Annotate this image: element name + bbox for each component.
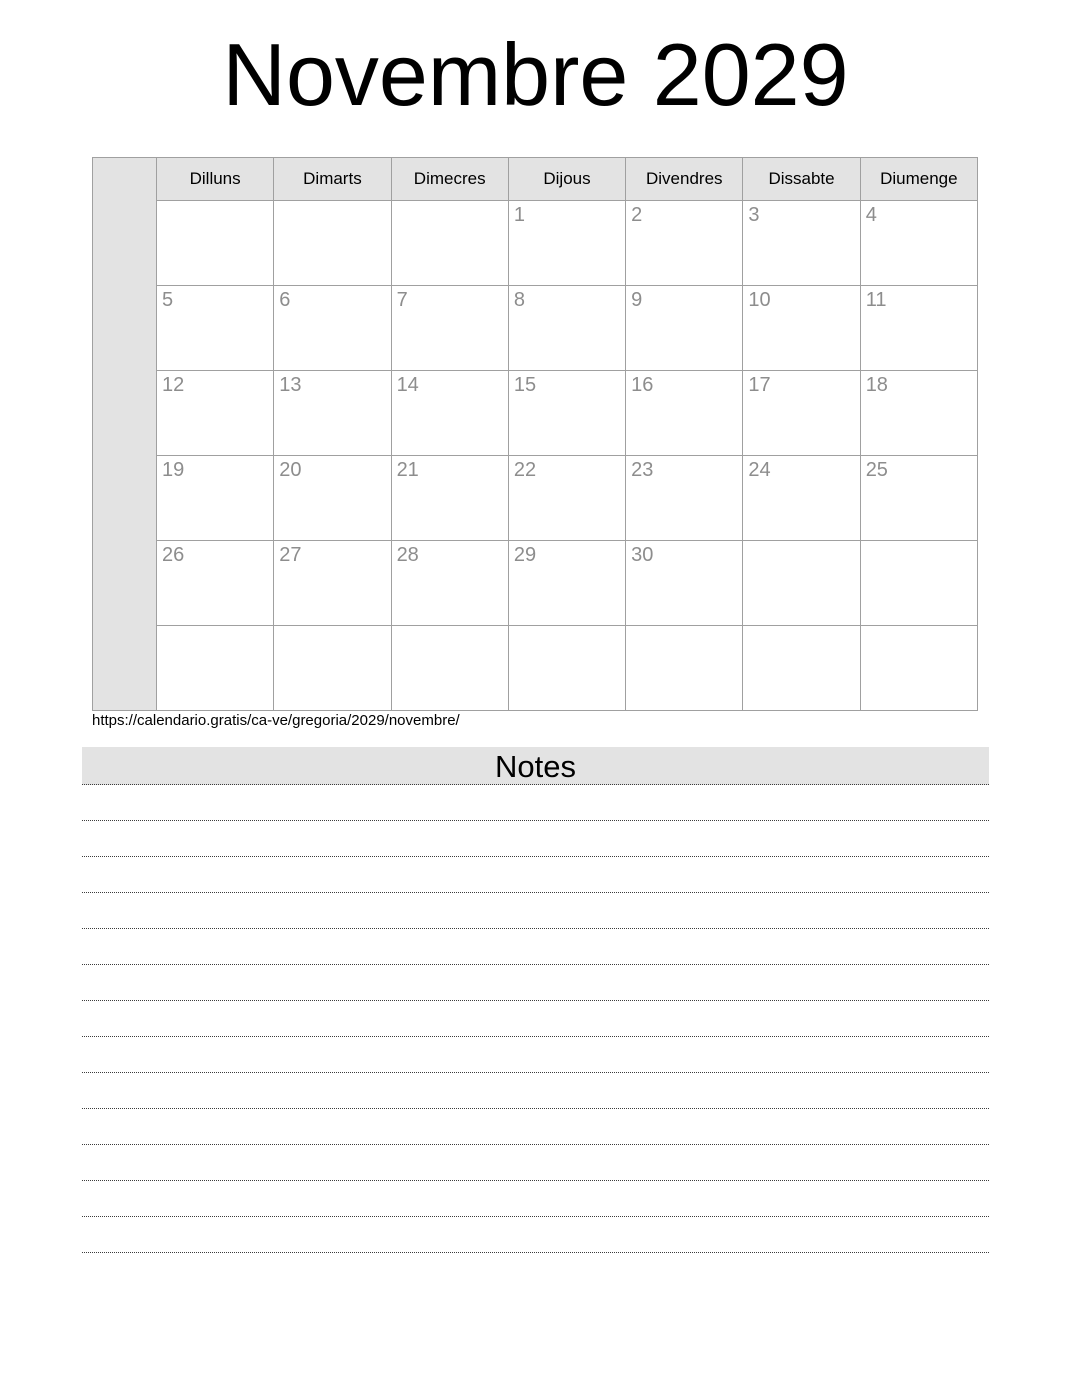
- day-number: 28: [396, 544, 419, 566]
- day-cell: [157, 541, 274, 626]
- calendar-week-row: [93, 371, 978, 456]
- day-cell: [157, 286, 274, 371]
- note-line: [82, 785, 989, 821]
- day-cell: [274, 201, 391, 286]
- day-number: 16: [631, 374, 654, 396]
- day-number: 10: [748, 289, 771, 311]
- day-cell: [391, 286, 508, 371]
- day-cell: [508, 371, 625, 456]
- calendar-week-row: [93, 201, 978, 286]
- day-number: [626, 626, 742, 628]
- note-line: [82, 821, 989, 857]
- weekday-header-dissabte: Dissabte: [743, 158, 860, 201]
- weekday-header-dijous: Dijous: [508, 158, 625, 201]
- day-number: [157, 626, 273, 628]
- day-number: 26: [162, 544, 185, 566]
- day-cell: [626, 626, 743, 711]
- day-number: 1: [513, 204, 525, 226]
- day-cell: [626, 541, 743, 626]
- day-number: 25: [865, 459, 888, 481]
- day-number: 3: [748, 204, 760, 226]
- day-cell: [508, 541, 625, 626]
- day-cell: [274, 456, 391, 541]
- calendar-table: [92, 157, 978, 711]
- day-number: 17: [748, 374, 771, 396]
- day-number: 29: [513, 544, 537, 566]
- weekday-header-row: [93, 158, 978, 201]
- note-line: [82, 1001, 989, 1037]
- day-cell: [274, 371, 391, 456]
- day-number: 8: [513, 289, 525, 311]
- day-cell: [274, 541, 391, 626]
- day-cell: [274, 626, 391, 711]
- note-line: [82, 893, 989, 929]
- day-cell: [860, 286, 977, 371]
- page-title: Novembre 2029: [222, 25, 849, 124]
- weekday-header-divendres: Divendres: [626, 158, 743, 201]
- day-number: 14: [396, 374, 419, 396]
- week-number-column: [93, 158, 157, 711]
- day-number: 11: [865, 289, 887, 311]
- day-cell: [508, 286, 625, 371]
- day-cell: [743, 201, 860, 286]
- day-cell: [391, 371, 508, 456]
- day-cell: [743, 626, 860, 711]
- day-number: 18: [865, 374, 888, 396]
- day-cell: [157, 456, 274, 541]
- notes-title: Notes: [82, 747, 989, 785]
- day-cell: [860, 626, 977, 711]
- day-number: [509, 626, 625, 628]
- day-cell: [508, 201, 625, 286]
- calendar-week-row: [93, 456, 978, 541]
- day-cell: [743, 456, 860, 541]
- day-number: [392, 201, 508, 203]
- source-url: https://calendario.gratis/ca-ve/gregoria/2029/novembre/: [92, 712, 460, 729]
- weekday-header-dilluns: Dilluns: [157, 158, 274, 201]
- day-cell: [157, 371, 274, 456]
- note-line: [82, 1217, 989, 1253]
- calendar-week-row: [93, 286, 978, 371]
- day-cell: [391, 626, 508, 711]
- notes-section: [82, 747, 989, 1253]
- day-cell: [391, 541, 508, 626]
- weekday-header-diumenge: Diumenge: [860, 158, 977, 201]
- day-number: 2: [631, 204, 643, 226]
- day-number: [743, 626, 859, 628]
- day-number: [743, 541, 859, 543]
- day-cell: [743, 371, 860, 456]
- note-line: [82, 1181, 989, 1217]
- day-number: 19: [162, 459, 185, 481]
- note-line: [82, 1073, 989, 1109]
- day-cell: [626, 201, 743, 286]
- note-line: [82, 857, 989, 893]
- day-cell: [508, 456, 625, 541]
- day-cell: [391, 456, 508, 541]
- day-cell: [860, 456, 977, 541]
- notes-lines: [82, 785, 989, 1253]
- day-cell: [860, 541, 977, 626]
- calendar-week-row: [93, 541, 978, 626]
- day-cell: [626, 456, 743, 541]
- day-number: 21: [396, 459, 419, 481]
- day-number: 15: [513, 374, 537, 396]
- day-number: [157, 201, 273, 203]
- day-cell: [508, 626, 625, 711]
- day-cell: [626, 286, 743, 371]
- day-number: [861, 626, 977, 628]
- day-number: [392, 626, 508, 628]
- day-number: 27: [279, 544, 302, 566]
- day-number: 24: [748, 459, 771, 481]
- day-number: 23: [631, 459, 654, 481]
- note-line: [82, 1109, 989, 1145]
- day-cell: [391, 201, 508, 286]
- day-number: [861, 541, 977, 543]
- calendar-week-row: [93, 626, 978, 711]
- day-number: 13: [279, 374, 302, 396]
- day-number: 22: [513, 459, 537, 481]
- weekday-header-dimecres: Dimecres: [391, 158, 508, 201]
- day-number: 7: [396, 289, 408, 311]
- day-cell: [743, 541, 860, 626]
- day-number: 6: [279, 289, 291, 311]
- day-cell: [626, 371, 743, 456]
- note-line: [82, 929, 989, 965]
- day-cell: [274, 286, 391, 371]
- note-line: [82, 1037, 989, 1073]
- day-cell: [157, 201, 274, 286]
- day-number: 5: [162, 289, 174, 311]
- day-number: [274, 626, 390, 628]
- day-number: [274, 201, 390, 203]
- day-number: 12: [162, 374, 185, 396]
- day-number: 4: [865, 204, 877, 226]
- day-cell: [157, 626, 274, 711]
- day-cell: [860, 371, 977, 456]
- day-number: 20: [279, 459, 302, 481]
- day-number: 9: [631, 289, 643, 311]
- day-cell: [860, 201, 977, 286]
- note-line: [82, 1145, 989, 1181]
- day-number: 30: [631, 544, 654, 566]
- note-line: [82, 965, 989, 1001]
- day-cell: [743, 286, 860, 371]
- weekday-header-dimarts: Dimarts: [274, 158, 391, 201]
